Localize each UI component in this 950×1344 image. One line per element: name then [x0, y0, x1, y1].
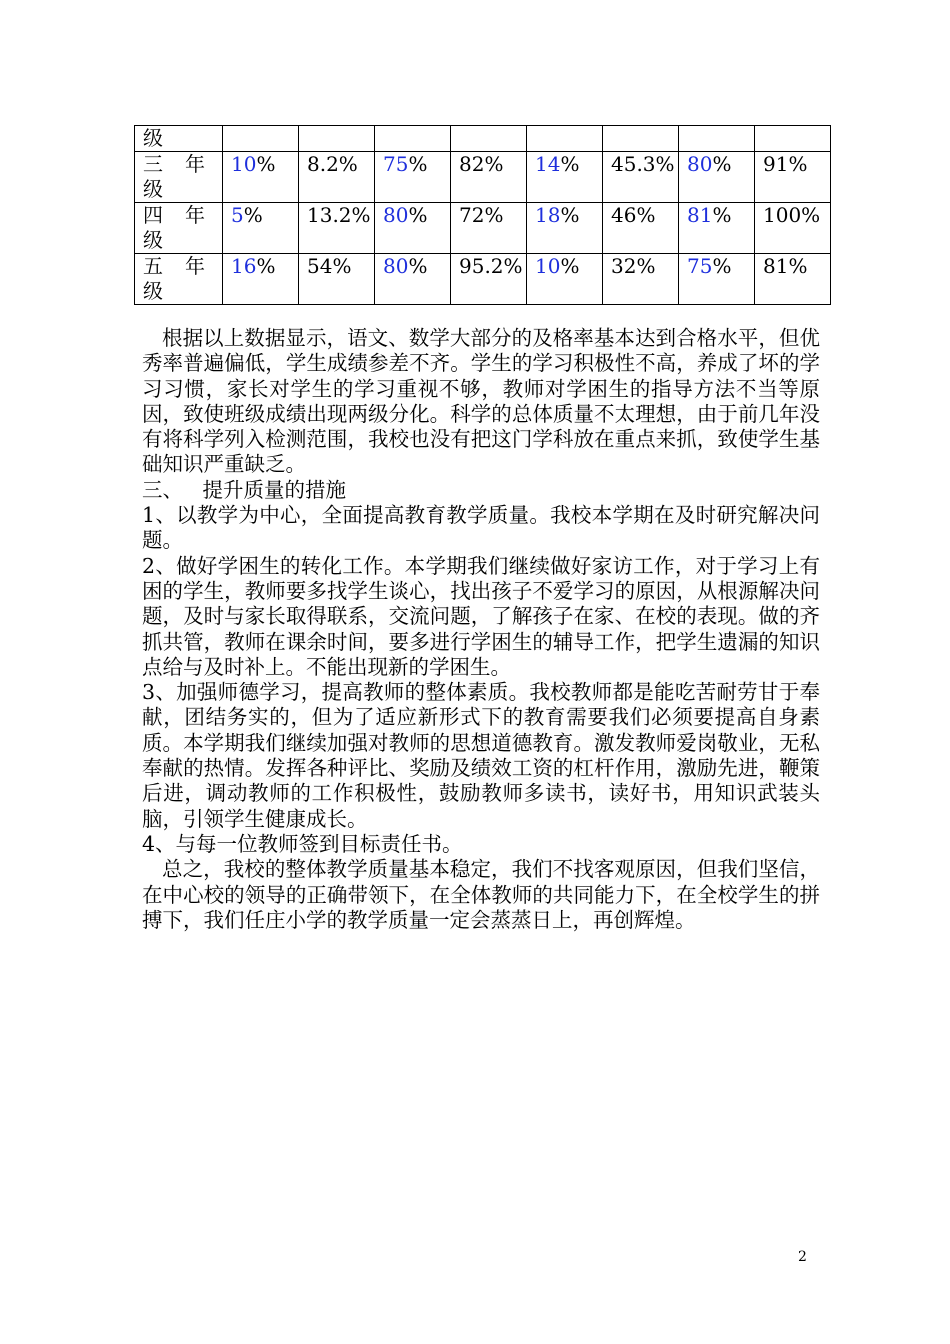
table-cell [451, 126, 527, 152]
row-label-char: 四 [143, 203, 163, 227]
cell-value: % [256, 152, 276, 176]
row-label-char: 级 [143, 228, 163, 252]
table-cell [223, 203, 299, 254]
cell-value: % [712, 203, 732, 227]
table-cell [375, 152, 451, 203]
cell-number: 75 [383, 152, 409, 176]
paragraph: 总之，我校的整体教学质量基本稳定，我们不找客观原因，但我们坚信，在中心校的领导的正确带领下，在全体教师的共同能力下，在全校学生的拼搏下，我们任庄小学的教学质量一定会蒸蒸日上，再创辉煌。 [142, 857, 820, 932]
cell-value: % [243, 203, 263, 227]
paragraph: 2、做好学困生的转化工作。本学期我们继续做好家访工作，对于学习上有困的学生，教师要多找学生谈心，找出孩子不爱学习的原因，从根源解决问题，及时与家长取得联系，交流问题，了解孩子在家、在校的表现。做的齐抓共管，教师在课余时间，要多进行学困生的辅导工作，把学生遗漏的知识点给与及时补上。不能出现新的学困生。 [142, 553, 820, 679]
cell-number: 80 [383, 254, 409, 278]
table-cell [603, 126, 679, 152]
row-label-char: 年 [185, 152, 205, 176]
table-cell [527, 203, 603, 254]
cell-value: 72% [459, 203, 504, 227]
paragraph: 3、加强师德学习，提高教师的整体素质。我校教师都是能吃苦耐劳甘于奉献，团结务实的，但为了适应新形式下的教育需要我们必须要提高自身素质。本学期我们继续加强对教师的思想道德教育。激发教师爱岗敬业，无私奉献的热情。发挥各种评比、奖励及绩效工资的杠杆作用，激励先进，鞭策后进，调动教师的工作积极性，鼓励教师多读书，读好书，用知识武装头脑，引领学生健康成长。 [142, 680, 820, 831]
table-cell [299, 152, 375, 203]
table-cell [679, 126, 755, 152]
cell-value: 100% [763, 203, 821, 227]
table-row [135, 254, 831, 305]
cell-value: % [712, 254, 732, 278]
cell-number: 10 [231, 152, 257, 176]
row-label-char: 级 [143, 279, 163, 303]
cell-value: 46% [611, 203, 656, 227]
table-cell [451, 152, 527, 203]
table-cell [299, 254, 375, 305]
row-label-char: 年 [185, 203, 205, 227]
paragraph: 4、与每一位教师签到目标责任书。 [142, 831, 463, 856]
cell-value: 81% [763, 254, 808, 278]
row-label [135, 203, 223, 254]
table-cell [527, 126, 603, 152]
cell-number: 75 [687, 254, 713, 278]
cell-value: 8.2% [307, 152, 358, 176]
table-cell [451, 203, 527, 254]
cell-value: 91% [763, 152, 808, 176]
cell-value: 82% [459, 152, 504, 176]
paragraph: 根据以上数据显示，语文、数学大部分的及格率基本达到合格水平，但优秀率普遍偏低，学生成绩参差不齐。学生的学习积极性不高，养成了坏的学习习惯，家长对学生的学习重视不够，教师对学困生的指导方法不当等原因，致使班级成绩出现两级分化。科学的总体质量不太理想，由于前几年没有将科学列入检测范围，我校也没有把这门学科放在重点来抓，致使学生基础知识严重缺乏。 [142, 326, 820, 477]
cell-number: 10 [535, 254, 561, 278]
table-cell [755, 254, 831, 305]
table-cell [603, 254, 679, 305]
paragraph: 1、以教学为中心，全面提高教育教学质量。我校本学期在及时研究解决问题。 [142, 503, 820, 553]
row-label-char: 三 [143, 152, 163, 176]
table-cell [223, 126, 299, 152]
table-row [135, 203, 831, 254]
row-label [135, 254, 223, 305]
row-label-char: 级 [143, 177, 163, 201]
cell-value: % [712, 152, 732, 176]
page-number: 2 [798, 1249, 807, 1265]
cell-value: 54% [307, 254, 352, 278]
table-cell [755, 203, 831, 254]
cell-number: 80 [383, 203, 409, 227]
table-cell [451, 254, 527, 305]
cell-number: 80 [687, 152, 713, 176]
table-row [135, 126, 831, 152]
table-cell [755, 152, 831, 203]
cell-value: % [256, 254, 276, 278]
cell-number: 16 [231, 254, 257, 278]
table-cell [299, 203, 375, 254]
row-label-continued: 级 [135, 126, 223, 152]
table-cell [679, 254, 755, 305]
cell-value: % [408, 203, 428, 227]
table-cell [299, 126, 375, 152]
cell-number: 81 [687, 203, 713, 227]
table-cell [679, 152, 755, 203]
table-cell [223, 152, 299, 203]
table-cell [527, 254, 603, 305]
table-cell [679, 203, 755, 254]
cell-value: 45.3% [611, 152, 675, 176]
table-row [135, 152, 831, 203]
cell-value: % [408, 254, 428, 278]
table-cell [755, 126, 831, 152]
cell-value: % [560, 254, 580, 278]
table-cell [223, 254, 299, 305]
table-cell [375, 203, 451, 254]
table-cell [375, 126, 451, 152]
cell-value: % [560, 152, 580, 176]
cell-value: % [408, 152, 428, 176]
row-label [135, 152, 223, 203]
table-cell [375, 254, 451, 305]
report-body-text [142, 326, 820, 933]
row-label-char: 年 [185, 254, 205, 278]
row-label-char: 五 [143, 254, 163, 278]
table-cell [527, 152, 603, 203]
cell-number: 14 [535, 152, 561, 176]
cell-value: 13.2% [307, 203, 371, 227]
cell-number: 18 [535, 203, 561, 227]
table-cell [603, 152, 679, 203]
cell-value: 95.2% [459, 254, 523, 278]
cell-value: 32% [611, 254, 656, 278]
table-cell [603, 203, 679, 254]
grade-score-table [134, 125, 831, 305]
paragraph: 三、 提升质量的措施 [142, 477, 347, 502]
cell-number: 5 [231, 203, 244, 227]
cell-value: % [560, 203, 580, 227]
